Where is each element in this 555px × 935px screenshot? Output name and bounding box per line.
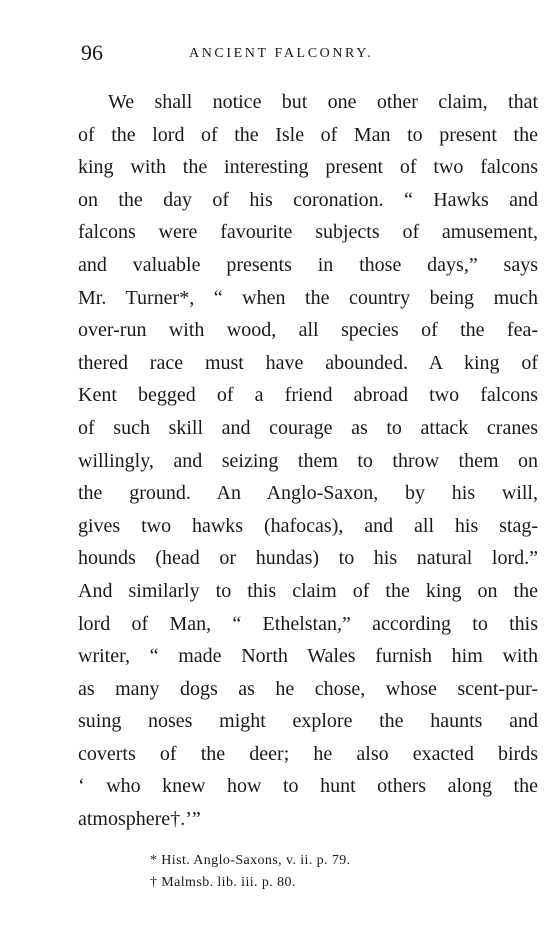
text-line: gives two hawks (hafocas), and all his stag- (78, 514, 538, 537)
footnote: * Hist. Anglo-Saxons, v. ii. p. 79. (150, 853, 351, 868)
text-line: suing noses might explore the haunts and (78, 710, 538, 733)
text-line: atmosphere†.’” (78, 808, 201, 831)
text-line: of such skill and courage as to attack cranes (78, 416, 538, 439)
text-line: ‘ who knew how to hunt others along the (78, 775, 538, 798)
text-line: as many dogs as he chose, whose scent-pur- (78, 677, 538, 700)
text-line: over-run with wood, all species of the fea- (78, 319, 538, 342)
text-line: willingly, and seizing them to throw them on (78, 449, 538, 472)
text-line: king with the interesting present of two falcons (78, 156, 538, 179)
text-line: hounds (head or hundas) to his natural lord.” (78, 547, 538, 570)
text-line: thered race must have abounded. A king of (78, 351, 538, 374)
text-line: the ground. An Anglo-Saxon, by his will, (78, 482, 538, 505)
text-line: coverts of the deer; he also exacted birds (78, 742, 538, 765)
page-header (81, 38, 536, 68)
text-line: writer, “ made North Wales furnish him with (78, 645, 538, 668)
text-line: Mr. Turner*, “ when the country being much (78, 286, 538, 309)
text-line: lord of Man, “ Ethelstan,” according to this (78, 612, 538, 635)
text-line: of the lord of the Isle of Man to present the (78, 123, 538, 146)
running-head: ANCIENT FALCONRY. (189, 46, 374, 61)
page-number: 96 (81, 40, 103, 65)
text-line: Kent begged of a friend abroad two falcons (78, 384, 538, 407)
text-line: And similarly to this claim of the king on the (78, 579, 538, 602)
text-line: We shall notice but one other claim, that (108, 91, 538, 113)
body-text (78, 86, 538, 836)
text-line: falcons were favourite subjects of amusement, (78, 221, 538, 244)
footnote: † Malmsb. lib. iii. p. 80. (150, 875, 296, 890)
footnotes (150, 850, 510, 894)
text-line: on the day of his coronation. “ Hawks and (78, 188, 538, 211)
text-line: and valuable presents in those days,” says (78, 253, 538, 276)
